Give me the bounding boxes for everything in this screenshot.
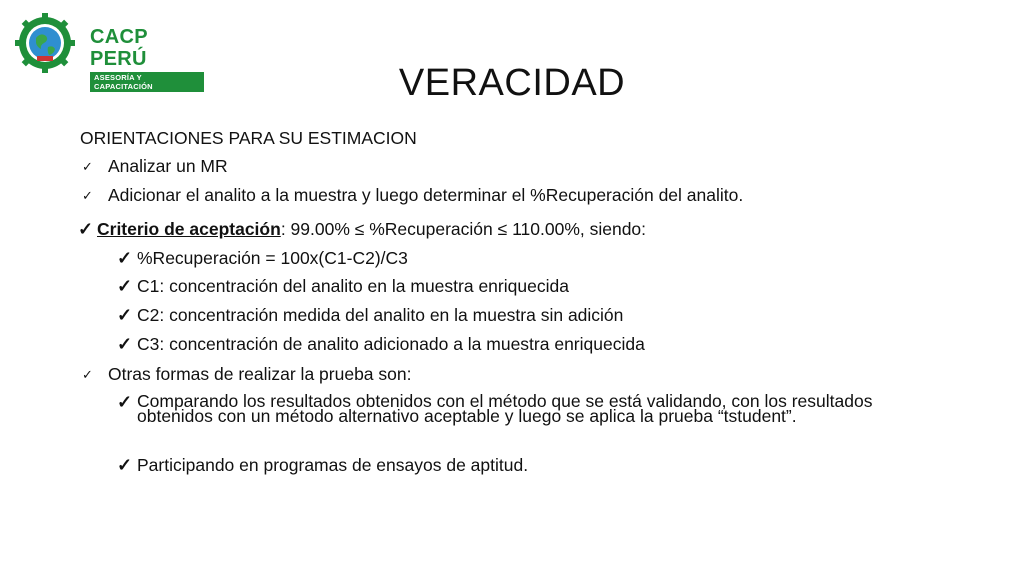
slide-title: VERACIDAD <box>398 62 626 104</box>
check-icon: ✓ <box>117 455 133 475</box>
list-item: Adicionar el analito a la muestra y luego determinar el %Recuperación del analito. <box>108 185 744 205</box>
criterio-label: Criterio de aceptación <box>97 219 281 239</box>
section-heading: ORIENTACIONES PARA SU ESTIMACION <box>80 128 417 148</box>
check-icon: ✓ <box>82 159 93 174</box>
list-item: C2: concentración medida del analito en la muestra sin adición <box>137 305 624 325</box>
check-icon: ✓ <box>117 392 133 412</box>
check-icon: ✓ <box>82 188 93 203</box>
list-item: C3: concentración de analito adicionado a la muestra enriquecida <box>137 334 645 354</box>
check-icon: ✓ <box>117 334 133 354</box>
check-icon: ✓ <box>78 219 94 239</box>
list-item: %Recuperación = 100x(C1-C2)/C3 <box>137 248 408 268</box>
check-icon: ✓ <box>117 276 133 296</box>
criterio-line <box>97 219 646 240</box>
list-item: Comparando los resultados obtenidos con el método que se está validando, con los resultados obtenidos con un método alternativo aceptable y luego se aplica la prueba “tstudent”. <box>137 391 873 426</box>
check-icon: ✓ <box>117 305 133 325</box>
check-icon: ✓ <box>117 248 133 268</box>
list-item: Participando en programas de ensayos de aptitud. <box>137 455 529 475</box>
list-item: Otras formas de realizar la prueba son: <box>108 364 412 384</box>
logo-name: CACP PERÚ <box>90 26 148 70</box>
logo-tagline: ASESORÍA Y CAPACITACIÓN <box>90 72 204 92</box>
criterio-text: : 99.00% ≤ %Recuperación ≤ 110.00%, siendo: <box>280 219 647 239</box>
list-item: C1: concentración del analito en la muestra enriquecida <box>137 276 569 296</box>
check-icon: ✓ <box>82 367 93 382</box>
list-item: Analizar un MR <box>108 156 228 176</box>
